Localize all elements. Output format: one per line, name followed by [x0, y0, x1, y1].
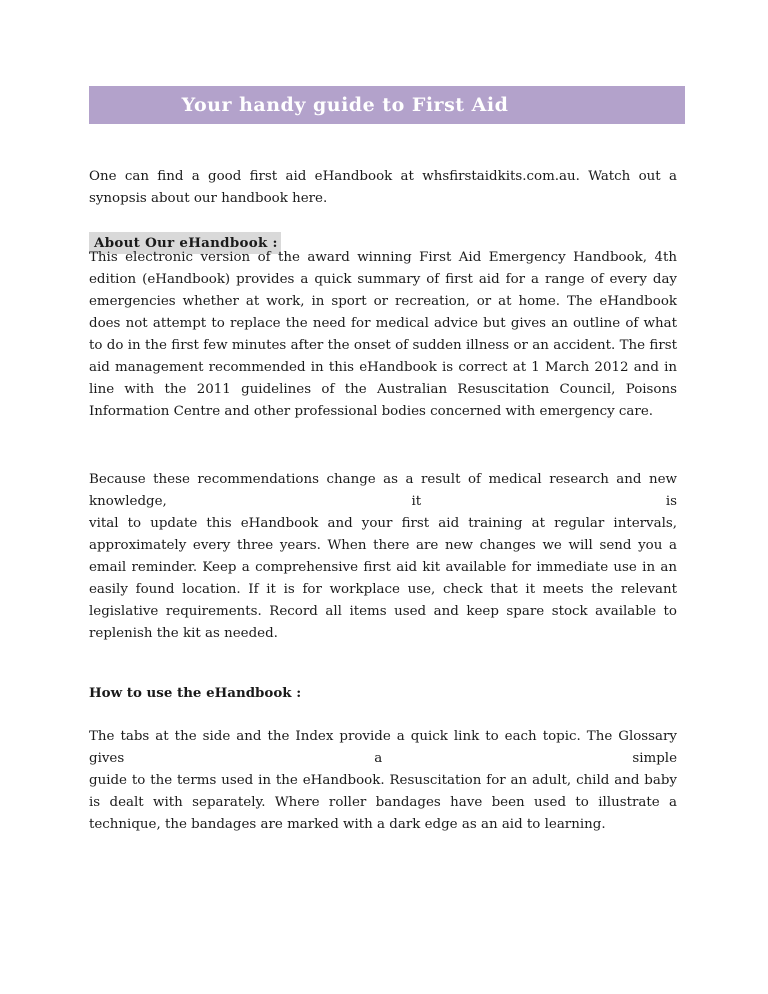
about-paragraph-2a: Because these recommendations change as a result of medical research and new knowledge, it is: [89, 472, 677, 509]
intro-paragraph: One can find a good first aid eHandbook at whsfirstaidkits.com.au. Watch out a synopsis about our handbook here.: [89, 169, 677, 206]
howto-paragraph-2: guide to the terms used in the eHandbook. Resuscitation for an adult, child and baby is dealt with separately. Where roller bandages have been used to illustrate a technique, the bandages are marked with a dark edge as an aid to learning.: [89, 773, 677, 832]
about-paragraph-2b: vital to update this eHandbook and your first aid training at regular intervals, approximately every three years. When there are new changes we will send you a email reminder. Keep a comprehensive first aid kit available for immediate use in an easily found location. If it is for workplace use, check that it meets the relevant legislative requirements. Record all items used and keep spare stock available to replenish the kit as needed.: [89, 516, 677, 641]
howto-heading: How to use the eHandbook :: [89, 685, 302, 701]
page-title: Your handy guide to First Aid: [181, 94, 509, 116]
title-banner: [89, 86, 685, 124]
about-heading: About Our eHandbook :: [89, 232, 281, 254]
about-paragraph-1: This electronic version of the award winning First Aid Emergency Handbook, 4th edition (eHandbook) provides a quick summary of first aid for a range of every day emergencies whether at work, in sport or recreation, or at home. The eHandbook does not attempt to replace the need for medical advice but gives an outline of what to do in the first few minutes after the onset of sudden illness or an accident. The first aid management recommended in this eHandbook is correct at 1 March 2012 and in line with the 2011 guidelines of the Australian Resuscitation Council, Poisons Information Centre and other professional bodies concerned with emergency care.: [89, 250, 677, 419]
howto-paragraph-1: The tabs at the side and the Index provide a quick link to each topic. The Glossary gives a simple: [89, 729, 677, 766]
